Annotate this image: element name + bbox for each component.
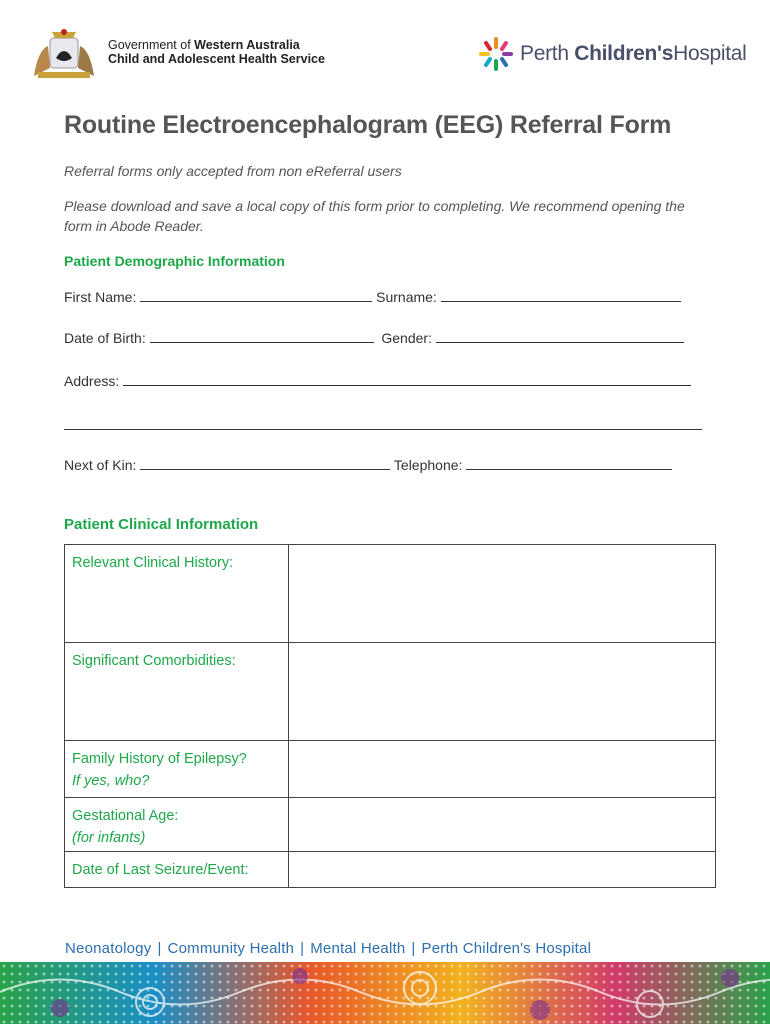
first-name-field[interactable] — [140, 289, 372, 302]
first-name-label: First Name: — [64, 289, 137, 305]
hospital-name — [520, 42, 747, 66]
ereferral-note: Referral forms only accepted from non eReferral users — [64, 163, 402, 179]
row-sublabel: If yes, who? — [72, 773, 150, 789]
surname-field[interactable] — [441, 289, 681, 302]
health-service-name: Child and Adolescent Health Service — [108, 52, 325, 66]
government-name — [108, 38, 325, 66]
hospital-name-normal: Perth — [520, 42, 575, 65]
aboriginal-artwork-band — [0, 962, 770, 1024]
footer-item-neonatology: Neonatology — [65, 940, 152, 957]
gestational-age-field[interactable] — [289, 798, 716, 852]
footer-services — [65, 940, 591, 957]
address-label: Address: — [64, 373, 120, 389]
telephone-label: Telephone: — [393, 457, 463, 473]
comorbidities-label — [65, 643, 289, 741]
gov-name-normal: Government of — [108, 38, 195, 52]
surname-label: Surname: — [376, 289, 437, 305]
footer-separator: | — [157, 940, 162, 957]
address-row — [64, 373, 691, 389]
table-row — [65, 643, 716, 741]
hospital-name-end: Hospital — [673, 42, 747, 65]
hospital-name-bold: Children's — [574, 42, 674, 65]
comorbidities-field[interactable] — [289, 643, 716, 741]
dob-label: Date of Birth: — [64, 330, 146, 346]
footer-separator: | — [411, 940, 416, 957]
table-row — [65, 798, 716, 852]
dob-field[interactable] — [150, 330, 374, 343]
footer-item-mental-health: Mental Health — [310, 940, 406, 957]
clinical-table — [64, 544, 716, 888]
family-history-label — [65, 741, 289, 798]
kin-telephone-row — [64, 457, 672, 473]
row-sublabel: (for infants) — [72, 830, 146, 846]
footer-item-pch: Perth Children's Hospital — [421, 940, 592, 957]
last-seizure-field[interactable] — [289, 852, 716, 888]
table-row — [65, 852, 716, 888]
clinical-history-label — [65, 545, 289, 643]
gestational-age-label — [65, 798, 289, 852]
gender-label: Gender: — [381, 330, 432, 346]
pch-logo-icon — [476, 34, 516, 74]
row-label: Significant Comorbidities: — [72, 653, 236, 669]
dob-gender-row — [64, 330, 684, 346]
last-seizure-label — [65, 852, 289, 888]
row-label: Gestational Age: — [72, 808, 179, 824]
next-of-kin-label: Next of Kin: — [64, 457, 137, 473]
gender-field[interactable] — [436, 330, 684, 343]
row-label: Relevant Clinical History: — [72, 555, 234, 571]
telephone-field[interactable] — [466, 457, 672, 470]
address-line-2[interactable] — [64, 429, 702, 430]
family-history-field[interactable] — [289, 741, 716, 798]
table-row — [65, 545, 716, 643]
table-row — [65, 741, 716, 798]
clinical-heading: Patient Clinical Information — [64, 516, 259, 533]
name-row — [64, 289, 681, 305]
gov-name-bold: Western Australia — [194, 38, 300, 52]
clinical-history-field[interactable] — [289, 545, 716, 643]
wa-government-crest-icon — [28, 28, 100, 80]
footer-item-community-health: Community Health — [167, 940, 295, 957]
row-label: Date of Last Seizure/Event: — [72, 862, 249, 878]
download-note: Please download and save a local copy of this form prior to completing. We recommend opening the form in Abode Reader. — [64, 198, 685, 234]
row-label: Family History of Epilepsy? — [72, 751, 247, 767]
demographics-heading: Patient Demographic Information — [64, 253, 285, 269]
form-title: Routine Electroencephalogram (EEG) Referral Form — [64, 111, 672, 139]
next-of-kin-field[interactable] — [140, 457, 390, 470]
address-field[interactable] — [123, 373, 691, 386]
footer-separator: | — [300, 940, 305, 957]
